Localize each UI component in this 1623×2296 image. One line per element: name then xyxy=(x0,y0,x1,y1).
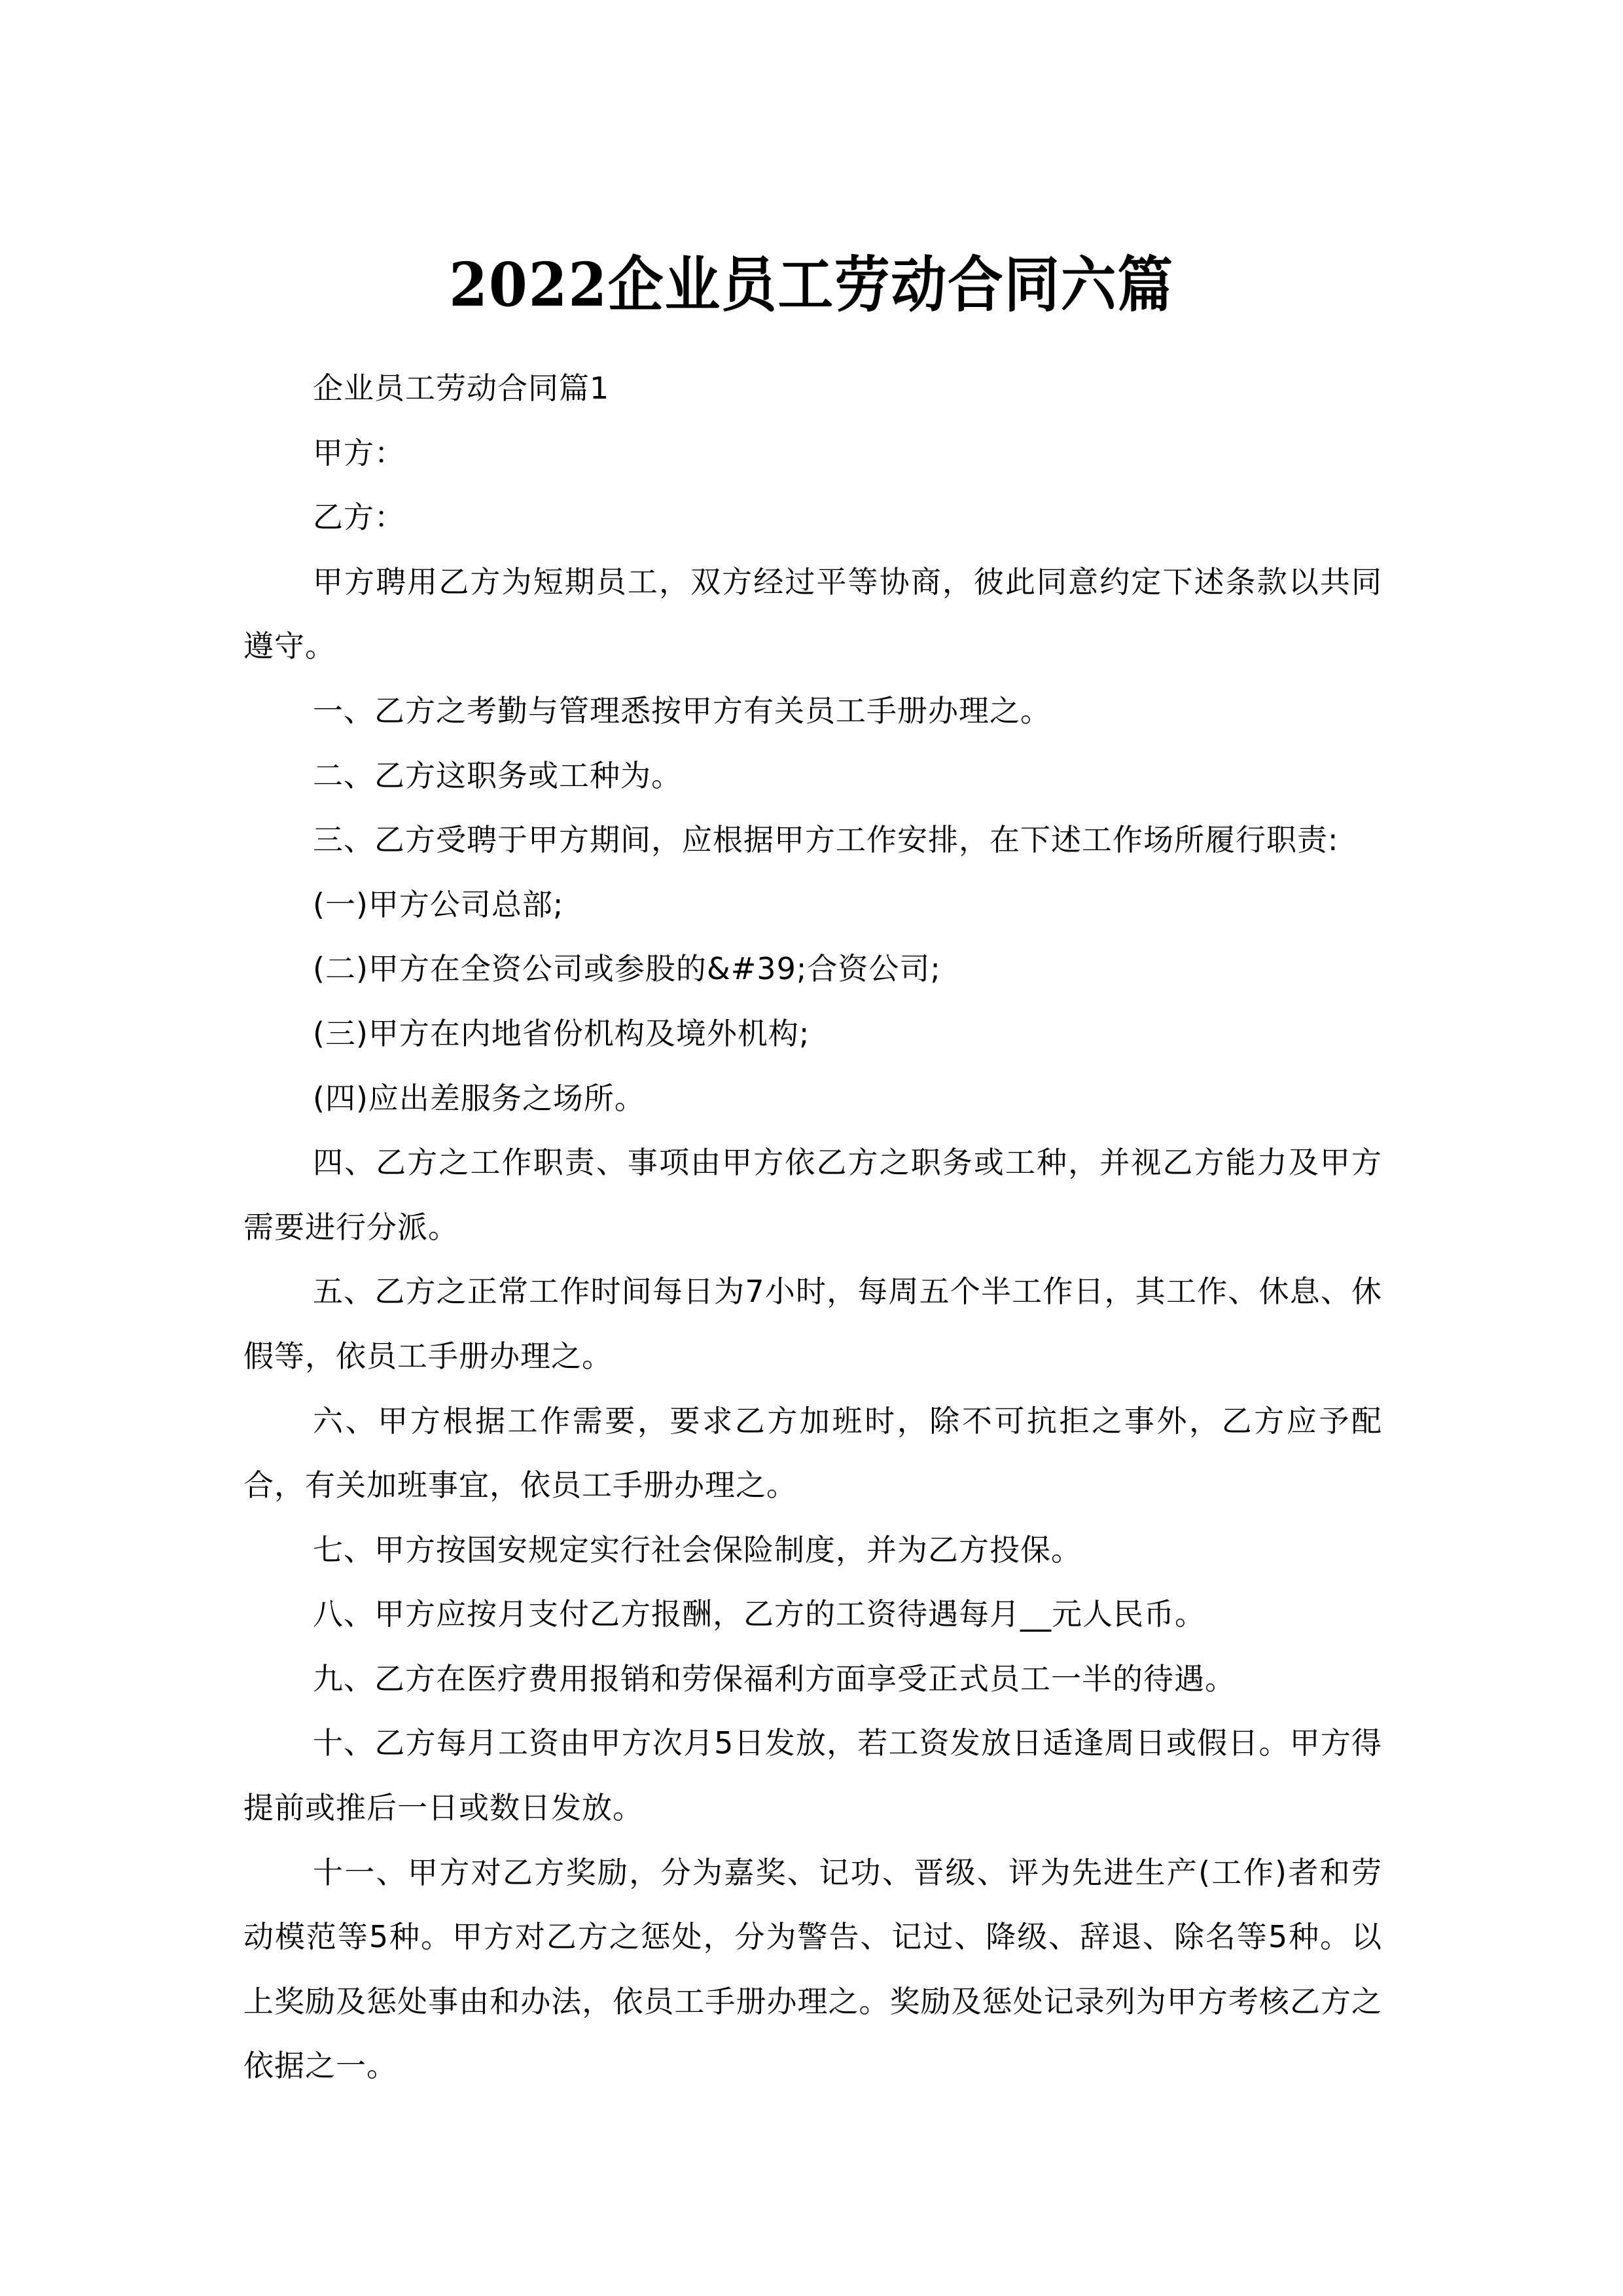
party-b-line: 乙方： xyxy=(313,499,405,535)
party-a-line: 甲方： xyxy=(313,435,405,471)
clause-3-item-4: (四)应出差服务之场所。 xyxy=(313,1080,645,1116)
clause-10: 十、乙方每月工资由甲方次月5日发放，若工资发放日适逢周日或假日。甲方得提前或推后一日或数日发放。 xyxy=(243,1725,1382,1826)
section-heading: 企业员工劳动合同篇1 xyxy=(313,370,610,406)
clause-6: 六、甲方根据工作需要，要求乙方加班时，除不可抗拒之事外，乙方应予配合，有关加班事宜，依员工手册办理之。 xyxy=(243,1403,1382,1503)
document-body xyxy=(243,356,1382,2098)
clause-9: 九、乙方在医疗费用报销和劳保福利方面享受正式员工一半的待遇。 xyxy=(313,1660,1236,1696)
clause-8: 八、甲方应按月支付乙方报酬，乙方的工资待遇每月__元人民币。 xyxy=(313,1596,1205,1632)
document-title: 2022企业员工劳动合同六篇 xyxy=(449,249,1174,320)
intro-paragraph: 甲方聘用乙方为短期员工，双方经过平等协商，彼此同意约定下述条款以共同遵守。 xyxy=(243,564,1382,664)
clause-4: 四、乙方之工作职责、事项由甲方依乙方之职务或工种，并视乙方能力及甲方需要进行分派。 xyxy=(243,1145,1382,1245)
clause-3-item-1: (一)甲方公司总部; xyxy=(313,886,564,922)
clause-3: 三、乙方受聘于甲方期间，应根据甲方工作安排，在下述工作场所履行职责: xyxy=(313,822,1339,858)
clause-7: 七、甲方按国安规定实行社会保险制度，并为乙方投保。 xyxy=(313,1532,1082,1568)
clause-2: 二、乙方这职务或工种为。 xyxy=(313,757,682,793)
clause-5: 五、乙方之正常工作时间每日为7小时，每周五个半工作日，其工作、休息、休假等，依员工手册办理之。 xyxy=(243,1274,1382,1374)
clause-1: 一、乙方之考勤与管理悉按甲方有关员工手册办理之。 xyxy=(313,692,1051,728)
clause-3-item-2: (二)甲方在全资公司或参股的&#39;合资公司; xyxy=(313,951,941,987)
clause-3-item-3: (三)甲方在内地省份机构及境外机构; xyxy=(313,1015,810,1051)
clause-11: 十一、甲方对乙方奖励，分为嘉奖、记功、晋级、评为先进生产(工作)者和劳动模范等5种。甲方对乙方之惩处，分为警告、记过、降级、辞退、除名等5种。以上奖励及惩处事由和办法，依员工手册办理之。奖励及惩处记录列为甲方考核乙方之依据之一。 xyxy=(243,1854,1382,2084)
